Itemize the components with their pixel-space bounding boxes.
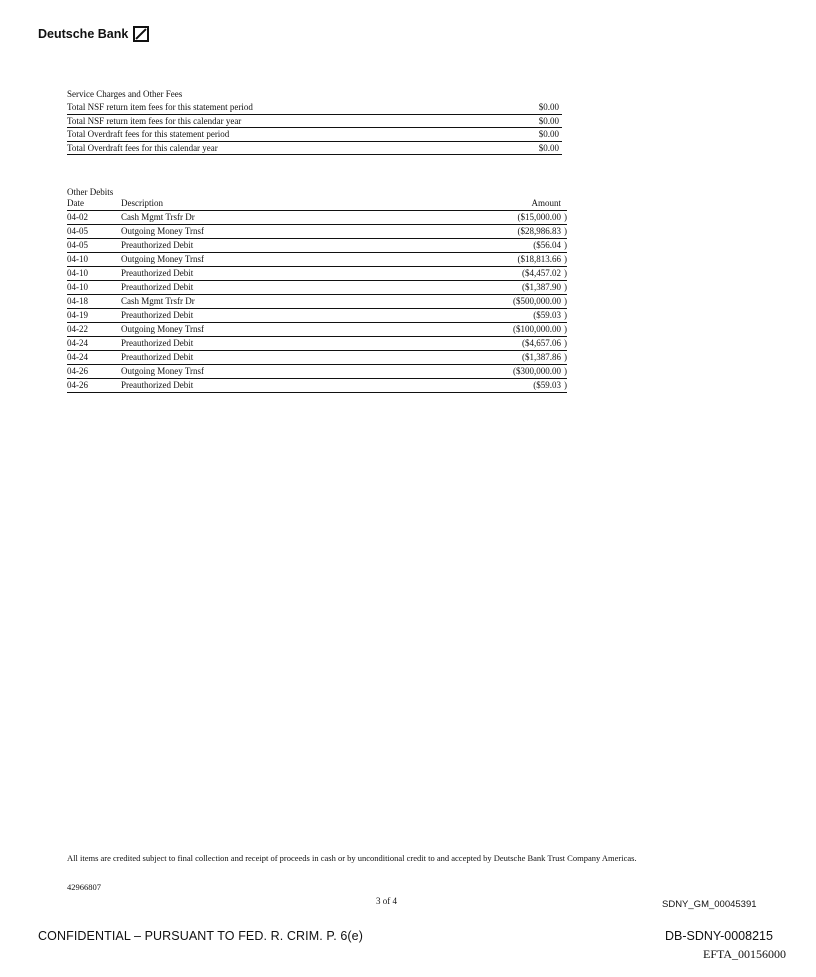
debit-amount-close-paren: ) bbox=[564, 296, 567, 306]
debit-row bbox=[67, 309, 567, 323]
debit-row bbox=[67, 365, 567, 379]
debit-amount: ($1,387.90 bbox=[522, 282, 561, 292]
debit-row bbox=[67, 253, 567, 267]
debit-amount: ($28,986.83 bbox=[517, 226, 561, 236]
debit-row bbox=[67, 379, 567, 393]
debit-description: Preauthorized Debit bbox=[121, 380, 194, 390]
debit-amount-close-paren: ) bbox=[564, 338, 567, 348]
debit-amount: ($15,000.00 bbox=[517, 212, 561, 222]
service-charges-title: Service Charges and Other Fees bbox=[67, 89, 183, 99]
debit-amount: ($4,457.02 bbox=[522, 268, 561, 278]
debit-description: Cash Mgmt Trsfr Dr bbox=[121, 212, 195, 222]
debit-description: Outgoing Money Trnsf bbox=[121, 226, 205, 236]
debit-description: Preauthorized Debit bbox=[121, 268, 194, 278]
debit-row bbox=[67, 211, 567, 225]
debit-amount-close-paren: ) bbox=[564, 310, 567, 320]
debit-amount-close-paren: ) bbox=[564, 380, 567, 390]
debit-amount: ($56.04 bbox=[533, 240, 561, 250]
debit-date: 04-10 bbox=[67, 254, 88, 264]
fee-label: Total NSF return item fees for this statement period bbox=[67, 102, 253, 112]
debit-amount: ($1,387.86 bbox=[522, 352, 561, 362]
fee-label: Total NSF return item fees for this calendar year bbox=[67, 115, 242, 126]
debit-date: 04-26 bbox=[67, 380, 88, 390]
debit-date: 04-26 bbox=[67, 366, 88, 376]
other-debits-section bbox=[67, 186, 567, 393]
debit-amount-close-paren: ) bbox=[564, 226, 567, 236]
debit-date: 04-05 bbox=[67, 240, 88, 250]
debit-amount-close-paren: ) bbox=[564, 240, 567, 250]
debit-amount: ($4,657.06 bbox=[522, 338, 561, 348]
debit-amount-close-paren: ) bbox=[564, 366, 567, 376]
debit-description: Outgoing Money Trnsf bbox=[121, 254, 205, 264]
debit-description: Preauthorized Debit bbox=[121, 310, 194, 320]
debit-amount-close-paren: ) bbox=[564, 268, 567, 278]
bates-number-sdny: SDNY_GM_00045391 bbox=[662, 899, 757, 910]
debit-amount: ($59.03 bbox=[533, 310, 561, 320]
fee-row bbox=[67, 115, 562, 129]
debit-description: Preauthorized Debit bbox=[121, 338, 194, 348]
bates-number-efta: EFTA_00156000 bbox=[703, 947, 787, 961]
debit-amount-close-paren: ) bbox=[564, 254, 567, 264]
debit-date: 04-10 bbox=[67, 282, 88, 292]
fee-label: Total Overdraft fees for this calendar year bbox=[67, 142, 218, 153]
debit-date: 04-19 bbox=[67, 310, 88, 320]
column-header-amount: Amount bbox=[531, 198, 561, 208]
debit-amount-close-paren: ) bbox=[564, 282, 567, 292]
debit-row bbox=[67, 295, 567, 309]
fee-row bbox=[67, 101, 562, 115]
account-number: 42966807 bbox=[67, 882, 101, 892]
confidential-notice: CONFIDENTIAL – PURSUANT TO FED. R. CRIM. P. 6(e) bbox=[38, 929, 363, 943]
debit-date: 04-24 bbox=[67, 352, 88, 362]
fee-amount: $0.00 bbox=[538, 142, 559, 153]
fee-row bbox=[67, 128, 562, 142]
fee-amount: $0.00 bbox=[538, 129, 559, 139]
debit-date: 04-05 bbox=[67, 226, 88, 236]
column-header-description: Description bbox=[121, 198, 163, 208]
service-charges-section bbox=[67, 88, 562, 155]
debit-row bbox=[67, 337, 567, 351]
debit-date: 04-18 bbox=[67, 296, 88, 306]
deutsche-bank-logo-icon bbox=[133, 26, 149, 42]
debit-description: Outgoing Money Trnsf bbox=[121, 324, 205, 334]
debit-description: Preauthorized Debit bbox=[121, 282, 194, 292]
debit-amount: ($18,813.66 bbox=[517, 254, 561, 264]
debit-row bbox=[67, 225, 567, 239]
fee-amount: $0.00 bbox=[538, 102, 559, 112]
fee-label: Total Overdraft fees for this statement period bbox=[67, 129, 230, 139]
bates-number-db: DB-SDNY-0008215 bbox=[665, 929, 773, 943]
other-debits-header bbox=[67, 198, 567, 211]
column-header-date: Date bbox=[67, 198, 84, 208]
debit-amount: ($59.03 bbox=[533, 380, 561, 390]
bank-name: Deutsche Bank bbox=[38, 27, 129, 41]
debit-row bbox=[67, 351, 567, 365]
other-debits-title: Other Debits bbox=[67, 187, 114, 197]
debit-row bbox=[67, 267, 567, 281]
debit-amount: ($100,000.00 bbox=[513, 324, 561, 334]
debit-amount-close-paren: ) bbox=[564, 324, 567, 334]
page-number: 3 of 4 bbox=[376, 896, 397, 906]
fee-amount: $0.00 bbox=[538, 115, 559, 126]
debit-description: Preauthorized Debit bbox=[121, 352, 194, 362]
debit-date: 04-24 bbox=[67, 338, 88, 348]
debit-date: 04-10 bbox=[67, 268, 88, 278]
debit-description: Cash Mgmt Trsfr Dr bbox=[121, 296, 195, 306]
other-debits-list bbox=[67, 211, 567, 393]
disclaimer-text: All items are credited subject to final collection and receipt of proceeds in cash or by unconditional credit to and accepted by Deutsche Bank Trust Company Americas. bbox=[67, 853, 637, 863]
debit-description: Preauthorized Debit bbox=[121, 240, 194, 250]
service-charges-list bbox=[67, 101, 562, 155]
bank-brand bbox=[38, 26, 149, 42]
debit-amount: ($300,000.00 bbox=[513, 366, 561, 376]
debit-description: Outgoing Money Trnsf bbox=[121, 366, 205, 376]
debit-row bbox=[67, 281, 567, 295]
fee-row bbox=[67, 142, 562, 156]
debit-row bbox=[67, 239, 567, 253]
debit-amount-close-paren: ) bbox=[564, 212, 567, 222]
debit-date: 04-22 bbox=[67, 324, 88, 334]
debit-row bbox=[67, 323, 567, 337]
debit-amount-close-paren: ) bbox=[564, 352, 567, 362]
debit-date: 04-02 bbox=[67, 212, 88, 222]
debit-amount: ($500,000.00 bbox=[513, 296, 561, 306]
